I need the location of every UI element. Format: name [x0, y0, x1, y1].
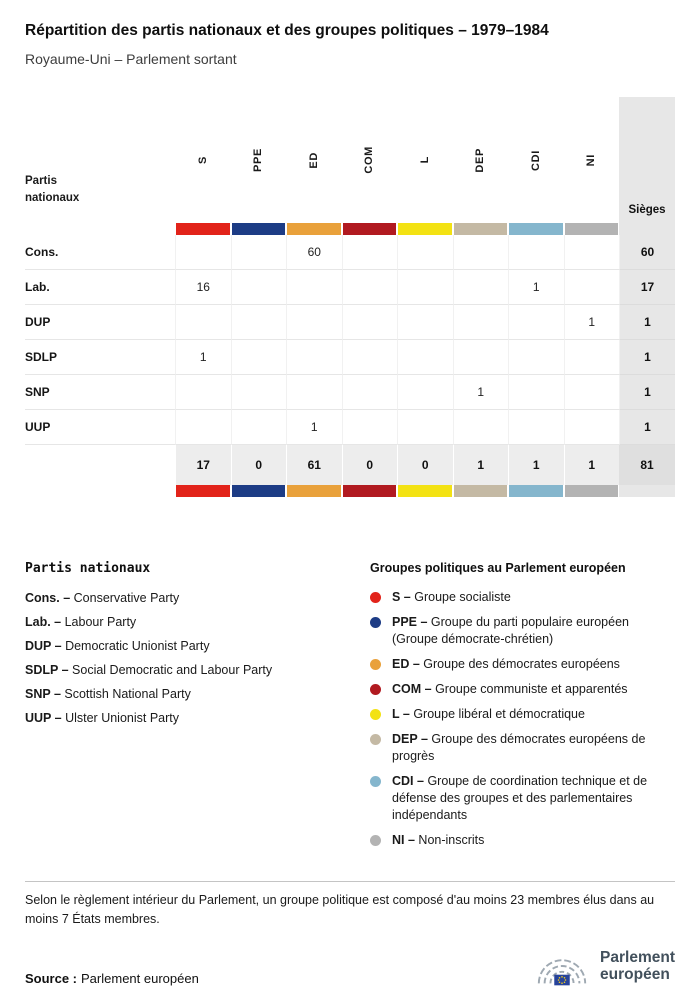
group-code: CDI –	[392, 774, 424, 788]
group-color-bar-ed	[286, 485, 342, 497]
table-cell	[175, 235, 231, 270]
table-cell: 1	[453, 375, 509, 410]
column-header-label: PPE	[252, 148, 265, 172]
table-cell	[231, 305, 287, 340]
column-header-label: S	[196, 156, 209, 164]
column-header-seats: Sièges	[619, 97, 675, 223]
party-row-label: DUP	[25, 305, 175, 340]
source-value: Parlement européen	[81, 971, 199, 986]
group-label	[392, 832, 484, 849]
seats-cell: 1	[619, 410, 675, 445]
table-cell	[231, 235, 287, 270]
logo-wordmark	[600, 949, 675, 983]
footer-divider	[25, 881, 675, 882]
table-cell	[175, 305, 231, 340]
legend-item	[370, 731, 675, 765]
column-header-com	[342, 97, 398, 223]
table-cell	[286, 305, 342, 340]
source-line	[25, 971, 199, 988]
party-abbr: UUP –	[25, 711, 62, 725]
corner-label: Partis nationaux	[25, 174, 80, 204]
party-row-label: Lab.	[25, 270, 175, 305]
bar-row-seats	[619, 485, 675, 497]
group-label	[392, 706, 585, 723]
table-cell	[342, 305, 398, 340]
legend-item	[25, 615, 370, 629]
table-cell	[508, 235, 564, 270]
page-title: Répartition des partis nationaux et des groupes politiques – 1979–1984	[25, 22, 549, 39]
party-row-label: SNP	[25, 375, 175, 410]
group-color-bar-cdi	[508, 485, 564, 497]
table-cell	[453, 270, 509, 305]
table-cell	[175, 410, 231, 445]
seats-cell: 1	[619, 375, 675, 410]
seats-cell: 17	[619, 270, 675, 305]
column-header-label: NI	[585, 153, 598, 167]
bar-row-spacer	[25, 223, 175, 235]
group-color-bar-ppe	[231, 485, 287, 497]
table-cell	[508, 340, 564, 375]
table-cell: 1	[175, 340, 231, 375]
seats-cell: 1	[619, 340, 675, 375]
group-name: Groupe libéral et démocratique	[413, 707, 585, 721]
table-cell	[564, 235, 620, 270]
bar-row-seats	[619, 223, 675, 235]
legend-item	[370, 681, 675, 698]
table-cell	[453, 410, 509, 445]
totals-cell: 61	[286, 445, 342, 485]
legend-item	[25, 639, 370, 653]
totals-cell: 0	[397, 445, 453, 485]
group-code: S –	[392, 590, 411, 604]
table-cell	[342, 340, 398, 375]
table-cell	[397, 235, 453, 270]
legend-item	[25, 711, 370, 725]
table-cell	[564, 270, 620, 305]
party-name: Social Democratic and Labour Party	[72, 663, 273, 677]
footer-bottom-row	[25, 944, 675, 988]
group-label	[392, 614, 675, 648]
legends	[25, 561, 675, 857]
totals-cell: 0	[342, 445, 398, 485]
table-cell	[564, 375, 620, 410]
table-cell	[286, 340, 342, 375]
table-cell	[342, 270, 398, 305]
group-code: NI –	[392, 833, 415, 847]
table-cell	[453, 305, 509, 340]
table-cell	[564, 340, 620, 375]
legend-item	[370, 832, 675, 849]
group-color-bar-s	[175, 485, 231, 497]
table-cell	[508, 305, 564, 340]
party-name: Labour Party	[64, 615, 137, 629]
column-header-s	[175, 97, 231, 223]
distribution-table	[25, 97, 675, 497]
table-cell	[397, 270, 453, 305]
logo-wordmark-line1: Parlement	[600, 949, 675, 966]
corner-label-cell	[25, 97, 175, 223]
totals-seats-cell: 81	[619, 445, 675, 485]
table-cell	[286, 270, 342, 305]
table-cell	[286, 375, 342, 410]
column-header-label: ED	[307, 151, 320, 169]
table-cell	[175, 375, 231, 410]
column-header-label: L	[418, 156, 431, 164]
group-color-dot	[370, 659, 381, 670]
totals-cell: 1	[508, 445, 564, 485]
table-cell	[397, 340, 453, 375]
european-parliament-logo	[533, 944, 675, 988]
legend-item	[25, 591, 370, 605]
group-name: Groupe communiste et apparentés	[435, 682, 628, 696]
group-name: Groupe du parti populaire européen (Groupe démocrate-chrétien)	[392, 615, 629, 646]
bar-row-spacer	[25, 485, 175, 497]
table-cell	[231, 270, 287, 305]
column-header-label: CDI	[529, 149, 542, 171]
table-cell	[453, 340, 509, 375]
party-name: Scottish National Party	[64, 687, 191, 701]
totals-row-spacer	[25, 445, 175, 485]
column-header-label: COM	[363, 146, 376, 174]
totals-cell: 0	[231, 445, 287, 485]
group-name: Groupe de coordination technique et de défense des groupes et des parlementaires indépendants	[392, 774, 648, 822]
group-color-bar-ed	[286, 223, 342, 235]
group-color-bar-l	[397, 485, 453, 497]
group-color-bar-ni	[564, 223, 620, 235]
legend-item	[25, 663, 370, 677]
table-cell: 1	[286, 410, 342, 445]
table-cell	[231, 375, 287, 410]
legend-item	[370, 773, 675, 824]
table-cell	[397, 305, 453, 340]
column-header-ppe	[231, 97, 287, 223]
page-subtitle: Royaume-Uni – Parlement sortant	[25, 51, 237, 67]
legend-item	[370, 589, 675, 606]
group-color-bar-l	[397, 223, 453, 235]
table-cell	[397, 410, 453, 445]
seats-cell: 1	[619, 305, 675, 340]
national-parties-legend-title: Partis nationaux	[25, 561, 151, 576]
party-row-label: Cons.	[25, 235, 175, 270]
group-label	[392, 773, 675, 824]
group-code: PPE –	[392, 615, 428, 629]
table-cell	[397, 375, 453, 410]
footer-note: Selon le règlement intérieur du Parlement, un groupe politique est composé d'au moins 23 membres élus dans au moins 7 États membres.	[25, 893, 655, 926]
group-color-dot	[370, 734, 381, 745]
table-cell: 1	[564, 305, 620, 340]
group-code: L –	[392, 707, 410, 721]
hemicycle-logo-icon	[533, 944, 591, 988]
table-cell	[342, 410, 398, 445]
group-code: COM –	[392, 682, 432, 696]
party-abbr: SNP –	[25, 687, 61, 701]
logo-wordmark-line2: européen	[600, 966, 670, 983]
seats-cell: 60	[619, 235, 675, 270]
party-abbr: SDLP –	[25, 663, 69, 677]
table-cell: 1	[508, 270, 564, 305]
group-name: Non-inscrits	[418, 833, 485, 847]
group-color-bar-ni	[564, 485, 620, 497]
table-cell	[564, 410, 620, 445]
party-row-label: UUP	[25, 410, 175, 445]
national-parties-legend	[25, 561, 370, 857]
party-name: Democratic Unionist Party	[65, 639, 210, 653]
group-name: Groupe des démocrates européens	[423, 657, 620, 671]
party-name: Ulster Unionist Party	[65, 711, 180, 725]
legend-item	[370, 614, 675, 648]
group-color-dot	[370, 592, 381, 603]
group-name: Groupe des démocrates européens de progrès	[392, 732, 646, 763]
party-name: Conservative Party	[73, 591, 180, 605]
group-color-bar-s	[175, 223, 231, 235]
group-color-bar-com	[342, 485, 398, 497]
party-abbr: Lab. –	[25, 615, 62, 629]
group-color-dot	[370, 709, 381, 720]
table-cell	[508, 375, 564, 410]
political-groups-legend	[370, 561, 675, 857]
group-color-bar-dep	[453, 485, 509, 497]
group-code: ED –	[392, 657, 420, 671]
group-label	[392, 681, 628, 698]
table-cell: 16	[175, 270, 231, 305]
party-row-label: SDLP	[25, 340, 175, 375]
totals-cell: 1	[453, 445, 509, 485]
table-cell	[342, 375, 398, 410]
column-header-l	[397, 97, 453, 223]
column-header-ni	[564, 97, 620, 223]
group-label	[392, 656, 620, 673]
political-groups-legend-title: Groupes politiques au Parlement européen	[370, 561, 626, 575]
group-code: DEP –	[392, 732, 428, 746]
group-color-dot	[370, 684, 381, 695]
source-label: Source :	[25, 971, 78, 986]
table-cell	[453, 235, 509, 270]
table-cell	[231, 340, 287, 375]
group-color-dot	[370, 835, 381, 846]
column-header-cdi	[508, 97, 564, 223]
legend-item	[370, 656, 675, 673]
group-color-bar-dep	[453, 223, 509, 235]
table-cell	[508, 410, 564, 445]
group-color-bar-ppe	[231, 223, 287, 235]
legend-item	[370, 706, 675, 723]
column-header-label: DEP	[474, 147, 487, 173]
table-cell: 60	[286, 235, 342, 270]
legend-item	[25, 687, 370, 701]
party-abbr: DUP –	[25, 639, 62, 653]
group-color-bar-com	[342, 223, 398, 235]
group-color-dot	[370, 617, 381, 628]
table-cell	[342, 235, 398, 270]
column-header-dep	[453, 97, 509, 223]
group-name: Groupe socialiste	[414, 590, 511, 604]
group-color-bar-cdi	[508, 223, 564, 235]
group-label	[392, 589, 511, 606]
table-cell	[231, 410, 287, 445]
party-abbr: Cons. –	[25, 591, 71, 605]
totals-cell: 1	[564, 445, 620, 485]
group-color-dot	[370, 776, 381, 787]
column-header-ed	[286, 97, 342, 223]
totals-cell: 17	[175, 445, 231, 485]
group-label	[392, 731, 675, 765]
